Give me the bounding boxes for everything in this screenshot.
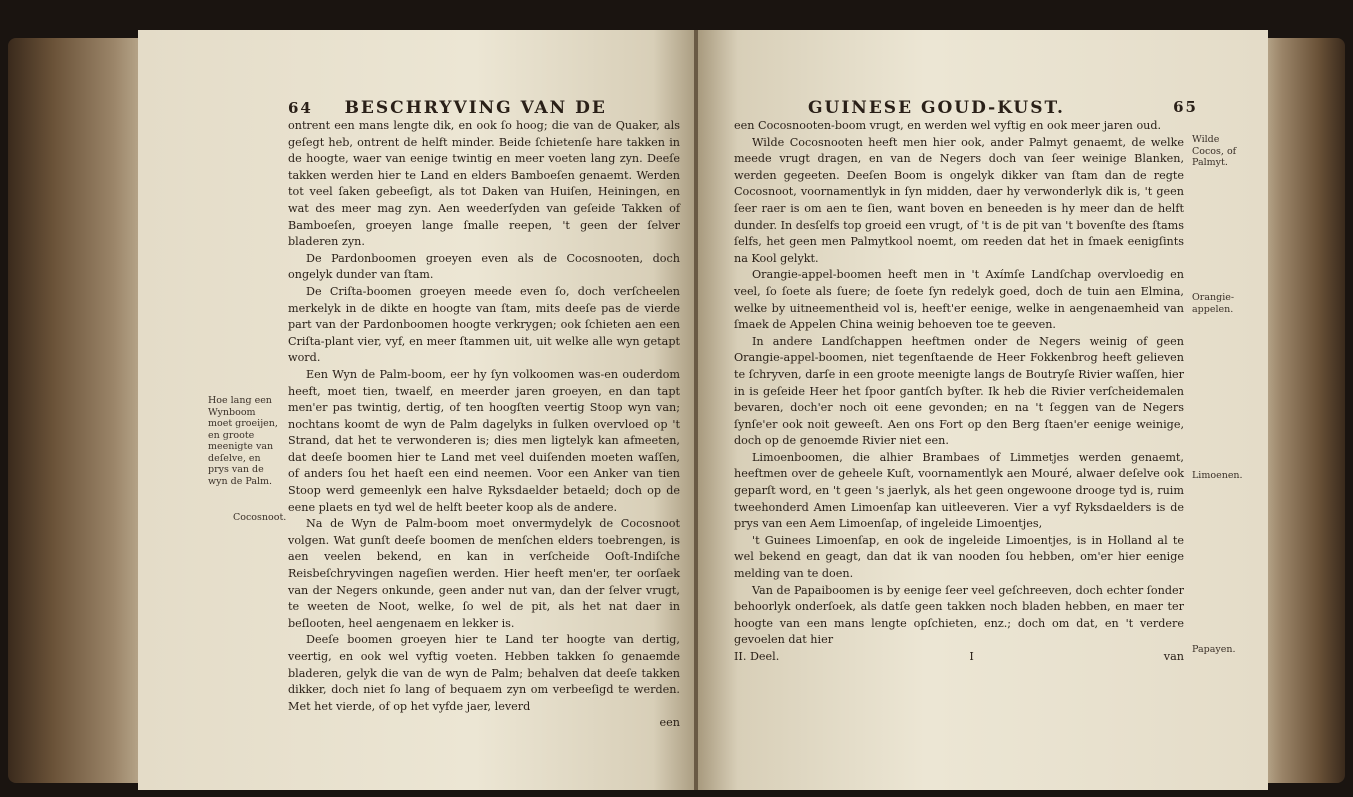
page-footer xyxy=(734,649,1184,666)
paragraph: Een Wyn de Palm-boom, eer hy ſyn volkoomen was-en ouderdom heeft, moet tien, twaelf, en meerder jaren groeyen, en dan tapt men'er pas twintig, dertig, of ten hoogſten veertig Stoop wyn van; nochtans koomt de wyn de Palm dagelyks in ſulken overvloed op 't Strand, dat het te verwonderen is; dies men ligtelyk kan afmeeten, dat deeſe boomen hier te Land met veel duiſenden moeten waſſen, of anders ſou het haeſt een eind neemen. Voor een Anker van tien Stoop werd gemeenlyk een halve Ryksdaelder betaeld; doch op de eene plaets en tyd wel de helft beeter koop als de andere. xyxy=(288,367,680,514)
margin-note-papayen: Papayen. xyxy=(1192,644,1236,655)
left-page-edges xyxy=(8,38,158,783)
right-running-header xyxy=(808,98,1198,118)
book xyxy=(8,18,1345,793)
right-page xyxy=(698,30,1268,790)
paragraph: een Cocosnooten-boom vrugt, en werden wel vyftig en ook meer jaren oud. xyxy=(734,119,1162,132)
catchword: van xyxy=(1163,650,1184,663)
right-page-number: 65 xyxy=(1173,98,1198,116)
right-running-title: GUINESE GOUD-KUST. xyxy=(808,98,1065,118)
catchword: een xyxy=(659,716,680,730)
left-page xyxy=(138,30,698,790)
margin-note-wynboom: Hoe lang een Wynboom moet groeijen, en groote meenigte van deſelve, en prys van de wyn de Palm. xyxy=(208,395,278,487)
paragraph: Van de Papaiboomen is by eenige ſeer veel geſchreeven, doch echter ſonder behoorlyk onderſoek, als datſe geen takken noch bladen hebben, en maer ter hoogte van een mans lengte opſchieten, enz.; doch om dat, en 't verdere gevoelen dat hier xyxy=(734,583,1184,647)
left-running-title: BESCHRYVING VAN DE xyxy=(344,98,607,118)
paragraph: Deeſe boomen groeyen hier te Land ter hoogte van dertig, veertig, en ook wel vyftig voeten. Hebben takken ſo genaemde bladeren, gelyk die van de wyn de Palm; behalven dat deeſe takken dikker, doch niet ſo lang of bequaem zyn om verbeeſigd te werden. Met het vierde, of op het vyfde jaer, leverd xyxy=(288,633,680,713)
margin-note-cocosnoot: Cocosnoot. xyxy=(233,512,287,523)
paragraph: Orangie-appel-boomen heeft men in 't Axímſe Landſchap overvloedig en veel, ſo ſoete als ſuere; de ſoete ſyn redelyk goed, doch de tuin aen Elmina, welke by uitneementheid vol is, heeft'er eenige, welke in aengenaemheid van ſmaek de Appelen China weinig behoeven toe te geeven. xyxy=(734,268,1184,332)
left-page-number: 64 xyxy=(288,99,313,117)
left-body-text xyxy=(288,118,680,732)
right-page-edges xyxy=(1255,38,1345,783)
paragraph: Wilde Cocosnooten heeft men hier ook, ander Palmyt genaemt, de welke meede vrugt dragen, en van de Negers doch van ſeer weinige Blanken, werden gegeeten. Deeſen Boom is ongelyk dikker van ſtam dan de regte Cocosnoot, voornamentlyk in ſyn midden, daer hy verwonderlyk dik is, 't geen ſeer raer is om aen te ſien, want boven en beneeden is hy meer dan de helft dunder. In desſelfs top groeid een vrugt, of 't is de pit van 't bovenſte des ſtams ſelfs, het geen men Palmytkool noemt, om reeden dat het in ſmaek eenigſints na Kool gelykt. xyxy=(734,135,1184,265)
paragraph: In andere Landſchappen heeftmen onder de Negers weinig of geen Orangie-appel-boomen, niet tegenſtaende de Heer Fokkenbrog heeft gelieven te ſchryven, darſe in een groote meenigte langs de Boutryſe Rivier waſſen, hier in is geſeide Heer het ſpoor gantſch byſter. Ik heb die Rivier verſcheidemalen bevaren, doch'er noch oit eene gevonden; en na 't ſeggen van de Negers ſynſe'er ook noit geweeſt. Aen ons Fort op den Berg ſtaen'er eenige weinige, doch op de genoemde Rivier niet een. xyxy=(734,334,1184,448)
paragraph: De Pardonboomen groeyen even als de Cocosnooten, doch ongelyk dunder van ſtam. xyxy=(288,251,680,282)
margin-note-orangie: Orangie-appelen. xyxy=(1192,292,1235,315)
paragraph: ontrent een mans lengte dik, en ook ſo hoog; die van de Quaker, als geſegt heb, ontrent de helft minder. Beide ſchietenſe hare takken in de hoogte, waer van eenige twintig en meer voeten lang zyn. Deeſe takken werden hier te Land en elders Bamboeſen genaemt. Werden tot veel ſaken gebeeſigt, als tot Daken van Huiſen, Heiningen, en wat des meer mag zyn. Aen weederſyden van geſeide Takken of Bamboeſen, groeyen lange ſmalle reepen, 't geen der ſelver bladeren zyn. xyxy=(288,119,680,249)
paragraph: De Criſta-boomen groeyen meede even ſo, doch verſcheelen merkelyk in de dikte en hoogte van ſtam, mits deeſe pas de vierde part van der Pardonboomen hoogte verkrygen; ook ſchieten aen een Criſta-plant vier, vyf, en meer ſtammen uit, uit welke alle wyn getapt word. xyxy=(288,284,680,365)
margin-note-wilde-cocos: Wilde Cocos, of Palmyt. xyxy=(1192,134,1237,168)
margin-note-limoenen: Limoenen. xyxy=(1192,470,1243,481)
signature-mark: I xyxy=(969,650,974,663)
left-running-header xyxy=(288,98,607,118)
paragraph: Na de Wyn de Palm-boom moet onvermydelyk de Cocosnoot volgen. Wat gunſt deeſe boomen de menſchen elders toebrengen, is aen veelen bekend, en kan in verſcheide Ooſt-Indiſche Reisbeſchryvingen nageſien werden. Hier heeft men'er, ter oorſaek van der Negers onkunde, geen ander nut van, dan der ſelver vrugt, te weeten de Noot, welke, ſo wel de pit, als het nat daer in beſlooten, heel aengenaem en lekker is. xyxy=(288,517,680,630)
right-body-text xyxy=(734,118,1184,666)
paragraph: Limoenboomen, die alhier Brambaes of Limmetjes werden genaemt, heeftmen over de geheele Kuſt, voornamentlyk aen Mouré, alwaer deſelve ook geparſt word, en 't geen 's jaerlyk, als het geen ongewoone drooge tyd is, ruim tweehonderd Amen Limoenſap kan uitleeveren. Vier a vyf Ryksdaelders is de prys van een Aem Limoenſap, of ingeleide Limoentjes, xyxy=(734,450,1184,531)
paragraph: 't Guinees Limoenſap, en ook de ingeleide Limoentjes, is in Holland al te wel bekend en geagt, dan dat ik van nooden ſou hebben, om'er hier eenige melding van te doen. xyxy=(734,533,1184,581)
signature: II. Deel. xyxy=(734,650,780,663)
